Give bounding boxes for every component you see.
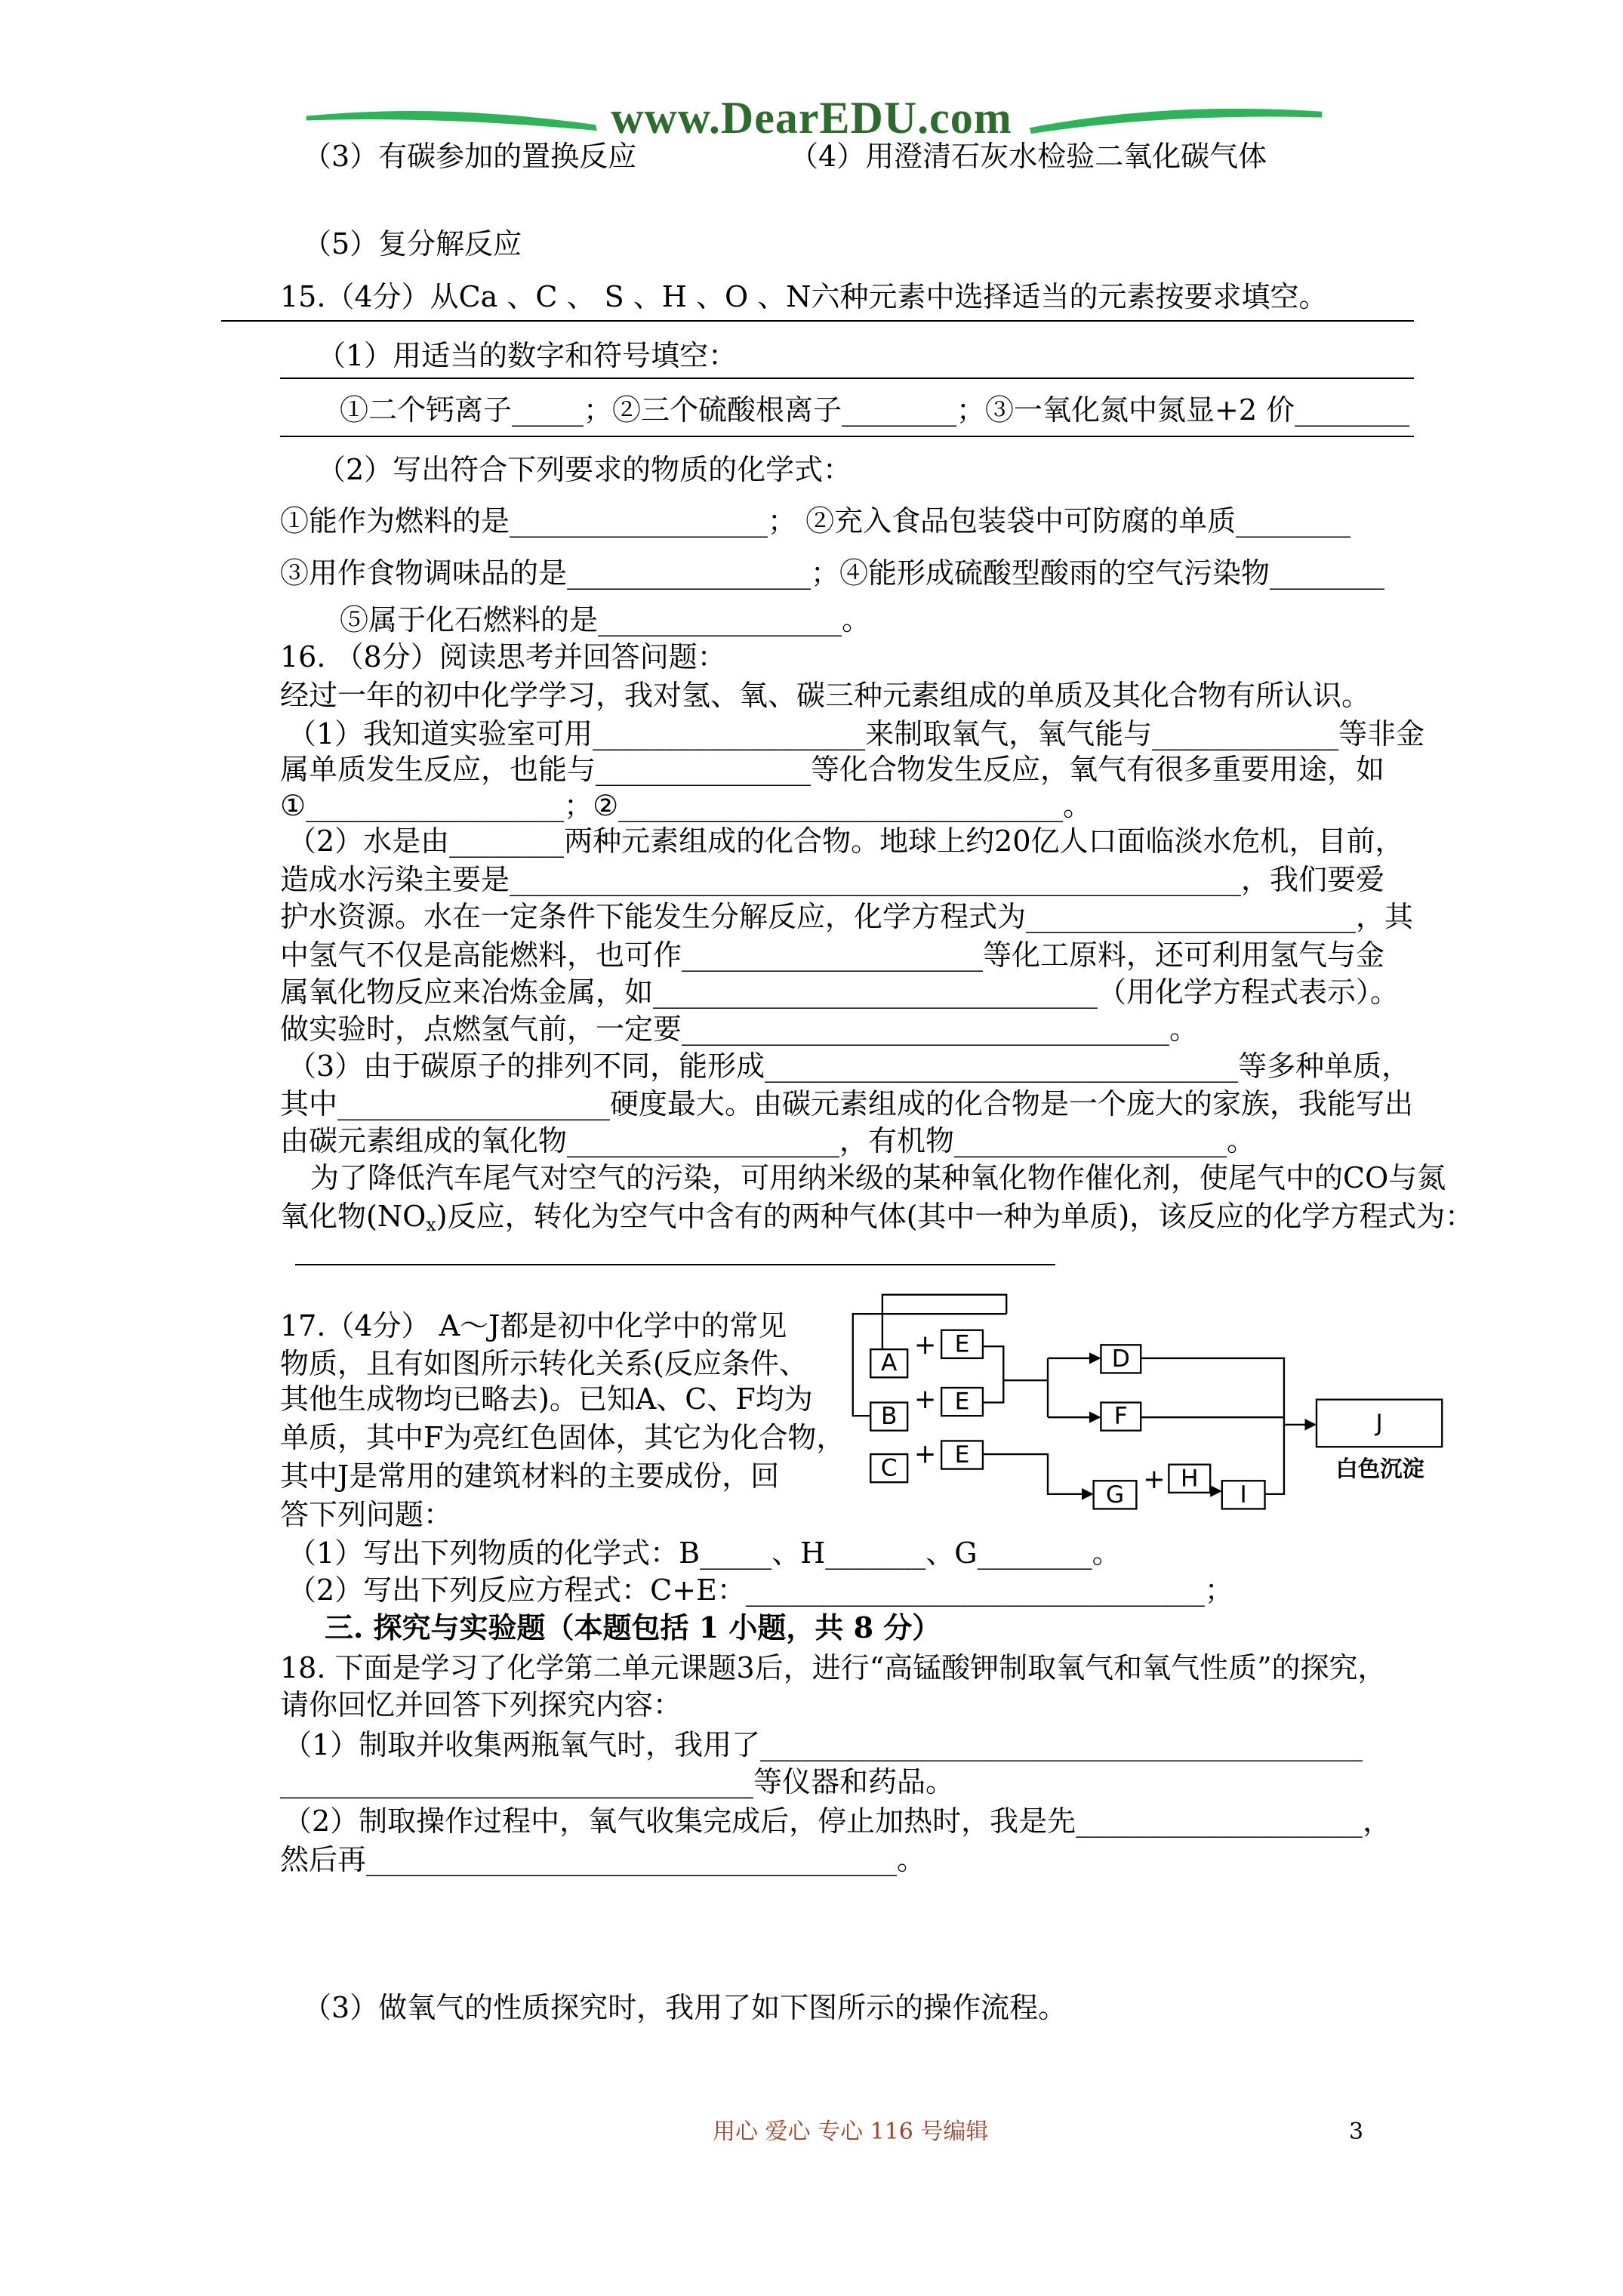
q16-line: （2）水是由________两种元素组成的化合物。地球上约20亿人口面临淡水危机，目前， (288, 824, 1404, 858)
page-number: 3 (1349, 2119, 1364, 2145)
q18-line: （1）制取并收集两瓶氧气时，我用了__________________________________________ (283, 1728, 1363, 1761)
q15-part1-blanks: ①二个钙离子_____；②三个硫酸根离子________；③一氧化氮中氮显+2 价________ (340, 393, 1410, 427)
svg-text:C: C (880, 1454, 898, 1482)
svg-text:J: J (1375, 1409, 1383, 1437)
q14-item-3: （3）有碳参加的置换反应 (303, 140, 637, 173)
svg-text:D: D (1111, 1345, 1130, 1373)
q15-part1-title: （1）用适当的数字和符号填空： (317, 339, 738, 372)
q16-nox-line (280, 1199, 1474, 1234)
q18-line: _________________________________等仪器和药品。 (280, 1765, 955, 1798)
nox-line-before: 氧化物(NO (280, 1200, 427, 1233)
plus-sign: + (913, 1384, 937, 1416)
q18-line: 然后再_____________________________________。 (280, 1843, 926, 1876)
q16-line: 护水资源。水在一定条件下能发生分解反应，化学方程式为_______________________，其 (280, 900, 1414, 933)
svg-text:B: B (880, 1403, 898, 1431)
plus-sign: + (1143, 1463, 1166, 1495)
plus-sign: + (913, 1329, 937, 1361)
plus-sign: + (913, 1438, 937, 1470)
svg-text:H: H (1181, 1465, 1199, 1493)
nox-subscript: x (426, 1214, 436, 1235)
answer-line (295, 1264, 1055, 1265)
rule-line (221, 320, 1414, 322)
svg-text:I: I (1240, 1481, 1247, 1509)
svg-text:A: A (881, 1349, 898, 1377)
q16-line: 造成水污染主要是___________________________________________________，我们要爱 (280, 863, 1385, 896)
conversion-diagram (845, 1287, 1451, 1524)
q16-line: 中氢气不仅是高能燃料，也可作_____________________等化工原料，还可利用氢气与金 (280, 938, 1385, 972)
q18-line: 请你回忆并回答下列探究内容： (280, 1688, 682, 1721)
node-g (1094, 1481, 1137, 1509)
q17-line: 其中J是常用的建筑材料的主要成份，回 (280, 1459, 780, 1493)
q15-part2-line: ③用作食物调味品的是_________________；④能形成硫酸型酸雨的空气污染物________ (280, 556, 1385, 590)
q18-line: （2）制取操作过程中，氧气收集完成后，停止加热时，我是先____________________， (283, 1804, 1392, 1838)
node-j (1317, 1400, 1442, 1447)
arrow-to-g (983, 1454, 1092, 1494)
svg-text:E: E (954, 1330, 970, 1358)
rule-line (280, 436, 1414, 437)
q16-line: 由碳元素组成的氧化物___________________，有机物___________________。 (280, 1124, 1256, 1157)
q14-item-5: （5）复分解反应 (303, 227, 522, 260)
q15-part2-line: ①能作为燃料的是__________________； ②充入食品包装袋中可防腐的单质________ (280, 504, 1351, 538)
q14-item-4: （4）用澄清石灰水检验二氧化碳气体 (790, 140, 1267, 173)
q16-line: （3）由于碳原子的排列不同，能形成_________________________________等多种单质， (288, 1049, 1411, 1083)
node-c (870, 1454, 907, 1482)
connector (983, 1346, 1003, 1402)
section-3-heading: 三. 探究与实验题（本题包括 1 小题，共 8 分） (325, 1610, 941, 1644)
q15-title: 15.（4分）从Ca 、C 、 S 、H 、O 、N六种元素中选择适当的元素按要求填空。 (280, 280, 1328, 313)
q15-part2-title: （2）写出符合下列要求的物质的化学式： (317, 453, 852, 486)
node-h (1169, 1465, 1210, 1493)
svg-text:F: F (1113, 1403, 1128, 1431)
q17-line: 单质，其中F为亮红色固体，其它为化合物， (280, 1421, 845, 1454)
q16-line: 做实验时，点燃氢气前，一定要__________________________________。 (280, 1012, 1199, 1046)
node-d (1101, 1345, 1141, 1373)
node-f (1101, 1403, 1141, 1431)
node-i (1222, 1481, 1265, 1509)
site-header-logo-text: www.DearEDU.com (611, 93, 1012, 143)
rule-line (280, 378, 1414, 379)
node-e (941, 1388, 983, 1416)
q16-title: 16. （8分）阅读思考并回答问题： (280, 640, 726, 673)
q16-line: 其中___________________硬度最大。由碳元素组成的化合物是一个庞大的家族，我能写出 (280, 1087, 1414, 1120)
q17-line: 其他生成物均已略去)。已知A、C、F均为 (280, 1382, 813, 1416)
q15-part2-line: ⑤属于化石燃料的是_________________。 (340, 603, 871, 636)
node-b (870, 1403, 907, 1431)
q16-line: 属氧化物反应来冶炼金属，如_______________________________（用化学方程式表示）。 (280, 975, 1400, 1009)
q17-sub1: （1）写出下列物质的化学式：B_____、H_______、G________。 (288, 1536, 1121, 1570)
q17-line: 物质，且有如图所示转化关系(反应条件、 (280, 1347, 808, 1380)
svg-text:G: G (1105, 1481, 1125, 1509)
q16-line: 属单质发生反应，也能与_______________等化合物发生反应，氧气有很多重要用途，如 (280, 753, 1385, 786)
node-e (941, 1441, 983, 1469)
q16-intro: 经过一年的初中化学学习，我对氢、氧、碳三种元素组成的单质及其化合物有所认识。 (280, 679, 1371, 712)
footer-slogan: 用心 爱心 专心 116 号编辑 (713, 2119, 989, 2145)
svg-text:E: E (954, 1441, 970, 1469)
q18-line: 18. 下面是学习了化学第二单元课题3后，进行“高锰酸钾制取氧气和氧气性质”的探究， (280, 1651, 1387, 1684)
q17-line: 17.（4分） A～J都是初中化学中的常见 (280, 1309, 787, 1342)
white-precipitate-label: 白色沉淀 (1335, 1456, 1424, 1482)
node-a (870, 1349, 907, 1377)
q16-line: ①__________________；②_______________________________。 (280, 789, 1092, 822)
q17-sub2: （2）写出下列反应方程式：C+E：________________________________； (288, 1573, 1233, 1607)
nox-line-after: )反应，转化为空气中含有的两种气体(其中一种为单质)，该反应的化学方程式为： (436, 1200, 1474, 1233)
q18-line: （3）做氧气的性质探究时，我用了如下图所示的操作流程。 (303, 1991, 1067, 2024)
q16-line: 为了降低汽车尾气对空气的污染，可用纳米级的某种氧化物作催化剂，使尾气中的CO与氮 (310, 1161, 1446, 1194)
svg-text:E: E (954, 1388, 970, 1416)
q17-line: 答下列问题： (280, 1498, 453, 1531)
q16-line: （1）我知道实验室可用___________________来制取氧气，氧气能与_____________等非金 (288, 717, 1425, 750)
node-e (941, 1330, 983, 1358)
